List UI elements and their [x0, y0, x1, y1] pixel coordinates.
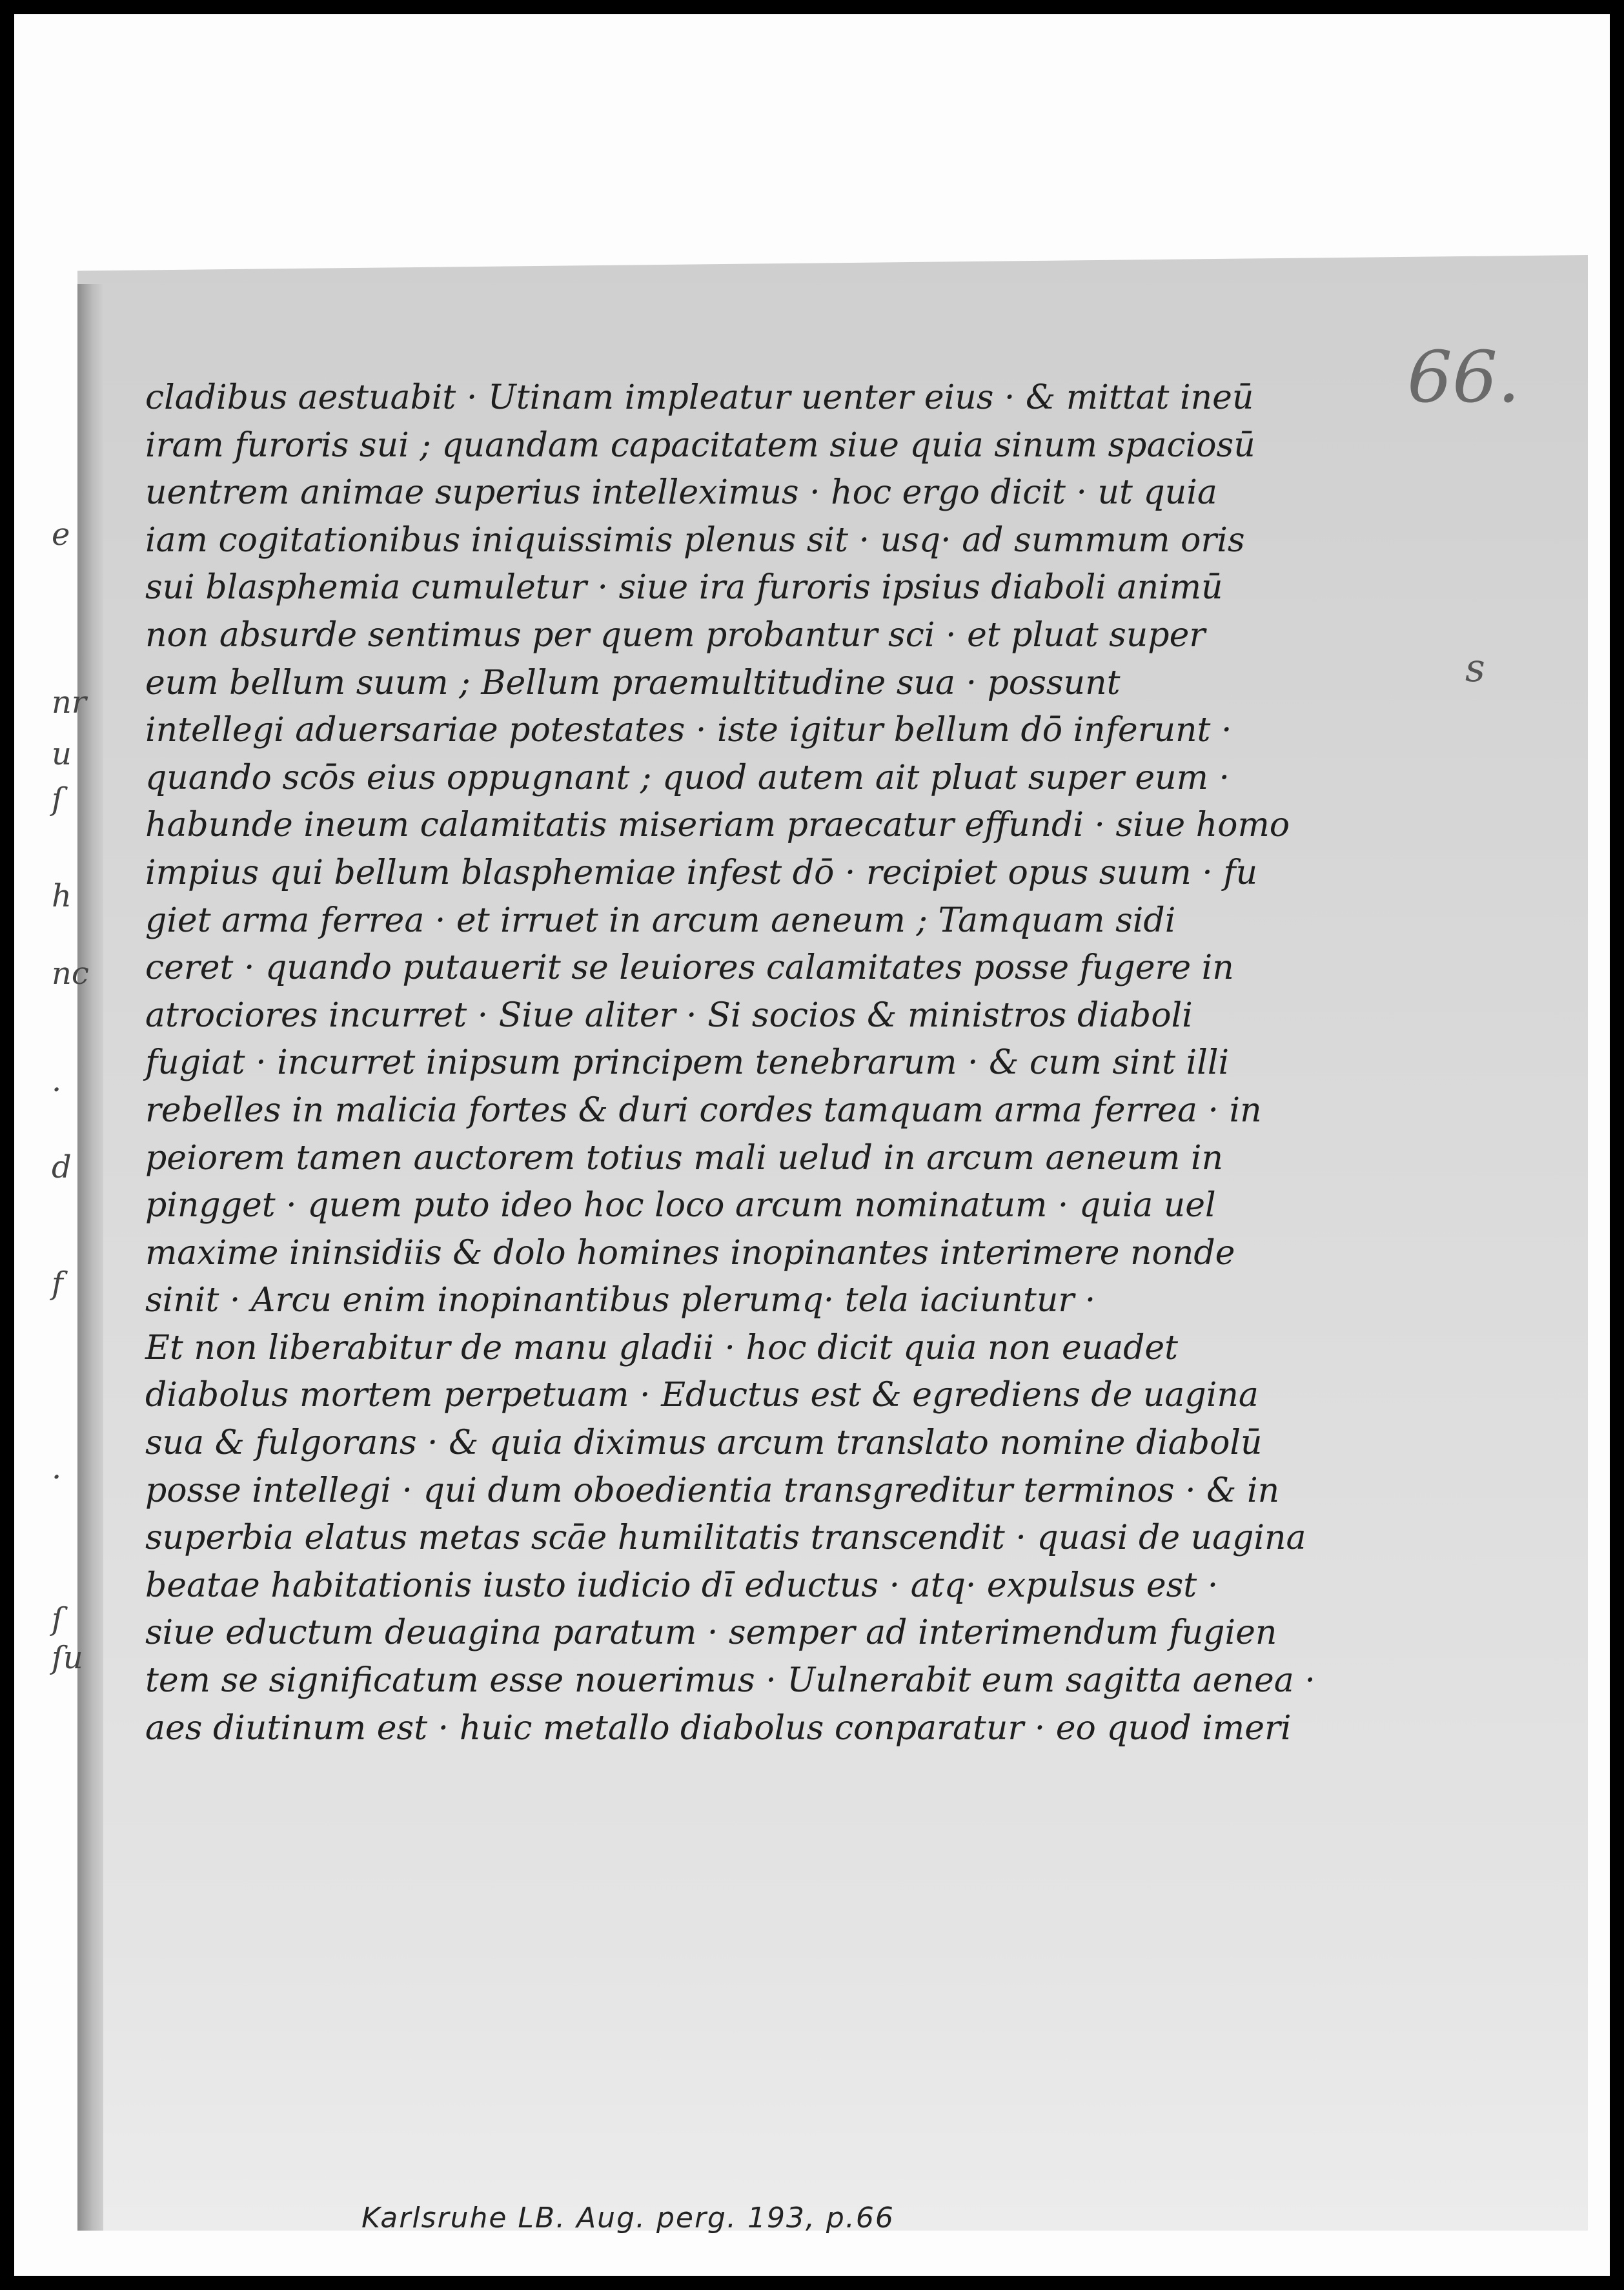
- manuscript-text: [145, 374, 1404, 1752]
- text-line: siue eductum deuagina paratum · semper ad interimendum fugien: [145, 1613, 1277, 1653]
- text-line: beatae habitationis iusto iudicio dī eductus · atq· expulsus est ·: [145, 1566, 1219, 1605]
- text-line: maxime ininsidiis & dolo homines inopinantes interimere nonde: [145, 1233, 1235, 1273]
- shelfmark-caption: Karlsruhe LB. Aug. perg. 193, p.66: [361, 2202, 895, 2234]
- text-line: Et non liberabitur de manu gladii · hoc dicit quia non euadet: [145, 1328, 1179, 1367]
- text-line: quando scōs eius oppugnant ; quod autem ait pluat super eum ·: [145, 758, 1230, 797]
- text-line: atrociores incurret · Siue aliter · Si socios & ministros diaboli: [145, 996, 1193, 1035]
- text-line: iam cogitationibus iniquissimis plenus sit · usq· ad summum oris: [145, 520, 1245, 560]
- margin-mark: nr: [52, 684, 86, 721]
- text-line: cladibus aestuabit · Utinam impleatur uenter eius · & mittat ineū: [145, 378, 1254, 417]
- text-line: sua & fulgorans · & quia diximus arcum translato nomine diabolū: [145, 1424, 1263, 1463]
- margin-mark: nc: [52, 956, 89, 992]
- margin-mark: d: [52, 1149, 72, 1185]
- text-line: pingget · quem puto ideo hoc loco arcum nominatum · quia uel: [145, 1186, 1216, 1225]
- text-line: tem se significatum esse nouerimus · Uulnerabit eum sagitta aenea ·: [145, 1661, 1315, 1701]
- text-line: intellegi aduersariae potestates · iste igitur bellum dō inferunt ·: [145, 711, 1232, 750]
- text-line: giet arma ferrea · et irruet in arcum aeneum ; Tamquam sidi: [145, 901, 1176, 940]
- text-line: impius qui bellum blasphemiae infest dō · recipiet opus suum · fu: [145, 853, 1258, 892]
- text-line: habunde ineum calamitatis miseriam praecatur effundi · siue homo: [145, 806, 1290, 845]
- margin-mark: f: [52, 1265, 63, 1302]
- text-line: fugiat · incurret inipsum principem tenebrarum · & cum sint illi: [145, 1043, 1230, 1083]
- text-line: peiorem tamen auctorem totius mali uelud in arcum aeneum in: [145, 1138, 1223, 1178]
- left-margin-marks: [39, 516, 89, 1679]
- text-line: aes diutinum est · huic metallo diabolus conparatur · eo quod imeri: [145, 1708, 1292, 1748]
- margin-mark: u: [52, 736, 72, 772]
- text-line: eum bellum suum ; Bellum praemultitudine sua · possunt: [145, 663, 1121, 702]
- margin-mark: ſu: [52, 1640, 83, 1676]
- text-line: sinit · Arcu enim inopinantibus plerumq· tela iaciuntur ·: [145, 1281, 1096, 1320]
- text-line: non absurde sentimus per quem probantur sci · et pluat super: [145, 615, 1206, 655]
- folio-number: 66.: [1407, 336, 1520, 418]
- margin-mark: ſ: [52, 781, 63, 817]
- text-line: superbia elatus metas scāe humilitatis transcendit · quasi de uagina: [145, 1518, 1306, 1558]
- text-line: diabolus mortem perpetuam · Eductus est & egrediens de uagina: [145, 1376, 1259, 1415]
- text-line: uentrem animae superius intelleximus · hoc ergo dicit · ut quia: [145, 473, 1217, 513]
- text-line: rebelles in malicia fortes & duri cordes tamquam arma ferrea · in: [145, 1090, 1262, 1130]
- margin-mark: ·: [52, 1072, 62, 1108]
- margin-mark: ſ: [52, 1601, 63, 1637]
- margin-mark: e: [52, 516, 70, 553]
- text-line: sui blasphemia cumuletur · siue ira furoris ipsius diaboli animū: [145, 568, 1223, 608]
- text-line: ceret · quando putauerit se leuiores calamitates posse fugere in: [145, 948, 1234, 988]
- text-line: iram furoris sui ; quandam capacitatem siue quia sinum spaciosū: [145, 425, 1255, 465]
- margin-mark: h: [52, 878, 72, 914]
- text-line: posse intellegi · qui dum oboedientia transgreditur terminos · & in: [145, 1471, 1280, 1510]
- right-margin-mark: s: [1465, 646, 1485, 691]
- margin-mark: ·: [52, 1459, 62, 1495]
